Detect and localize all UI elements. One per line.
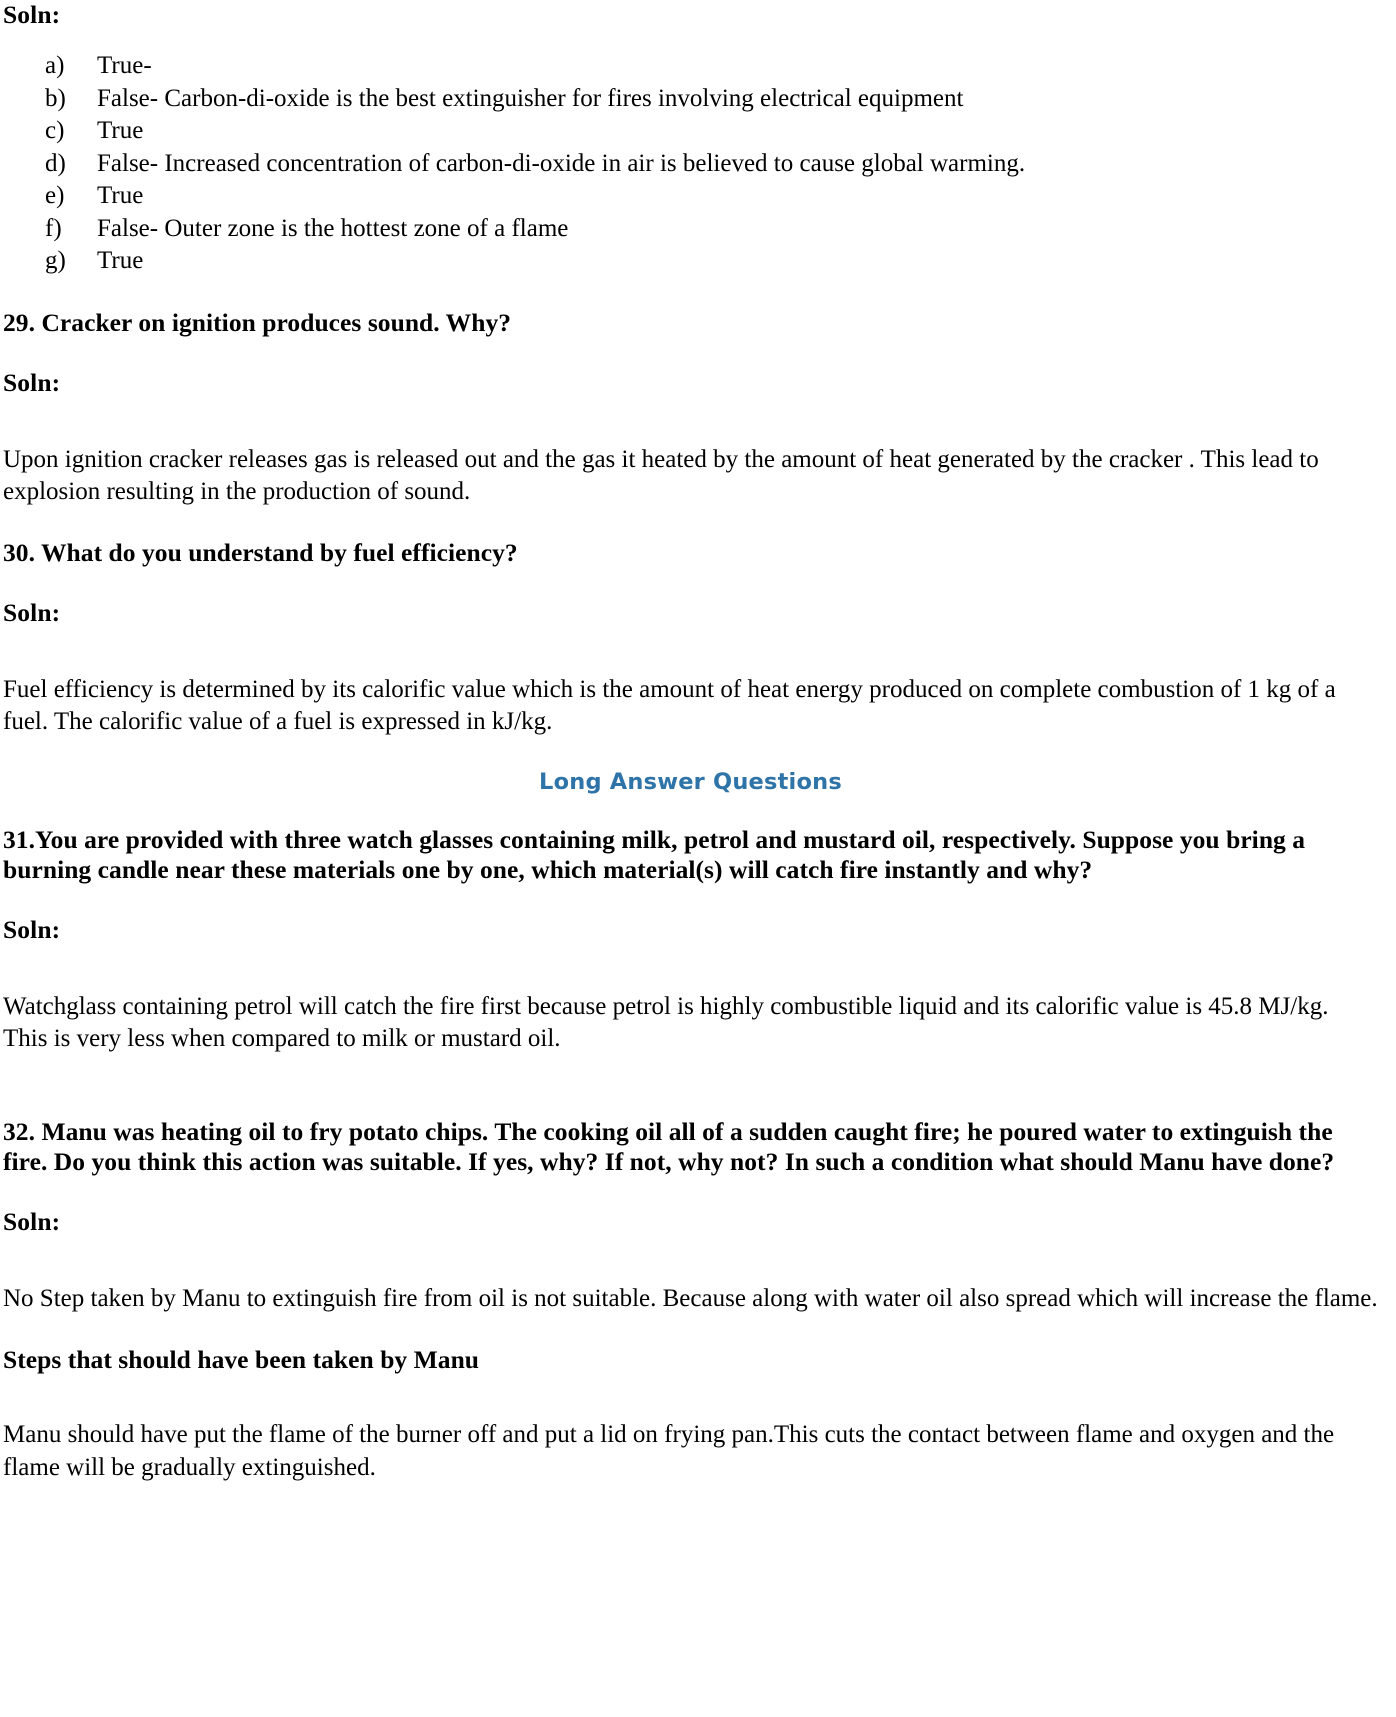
question-heading-29: 29. Cracker on ignition produces sound. Why?: [3, 307, 512, 337]
list-item-marker: g): [45, 247, 66, 274]
list-item: [45, 245, 1378, 278]
list-item-marker: f): [45, 214, 62, 242]
list-item: [45, 180, 1378, 213]
section-heading-long-answer: Long Answer Questions: [539, 768, 842, 795]
answer-text-30: Fuel efficiency is determined by its calorific value which is the amount of heat energy produced on complete combustion of 1 kg of a fuel. The calorific value of a fuel is expressed in kJ/kg.: [3, 676, 1336, 736]
steps-heading-32: Steps that should have been taken by Manu: [3, 1345, 480, 1375]
list-item-label: False- Increased concentration of carbon-di-oxide in air is believed to cause global warming.: [97, 149, 1026, 177]
list-item: [45, 148, 1378, 181]
list-item-label: False- Outer zone is the hottest zone of a flame: [97, 214, 569, 242]
answer-text-32: No Step taken by Manu to extinguish fire from oil is not suitable. Because along with water oil also spread which will increase the flame.: [3, 1285, 1378, 1312]
list-item-marker: e): [45, 182, 65, 209]
soln-label-q31: Soln:: [3, 914, 61, 944]
list-item-marker: c): [45, 117, 65, 144]
list-item: [45, 213, 1378, 246]
list-item-label: True-: [97, 52, 152, 79]
list-item: [45, 50, 1378, 83]
true-false-answer-list: [3, 50, 1378, 278]
list-item-marker: b): [45, 84, 66, 112]
soln-label-q30: Soln:: [3, 598, 61, 627]
soln-label-q32: Soln:: [3, 1207, 61, 1236]
question-heading-30: 30. What do you understand by fuel efficiency?: [3, 538, 518, 567]
answer-text-29: Upon ignition cracker releases gas is released out and the gas it heated by the amount of heat generated by the cracker . This lead to explosion resulting in the production of sound.: [3, 445, 1319, 505]
soln-label-q29: Soln:: [3, 367, 61, 397]
list-item-label: True: [97, 182, 144, 209]
soln-label-q28: Soln:: [3, 0, 61, 29]
steps-answer-32: Manu should have put the flame of the burner off and put a lid on frying pan.This cuts the contact between flame and oxygen and the flame will be gradually extinguished.: [3, 1421, 1335, 1481]
list-item-label: True: [97, 117, 144, 144]
list-item: [45, 83, 1378, 116]
question-heading-32: 32. Manu was heating oil to fry potato chips. The cooking oil all of a sudden caught fire; he poured water to extinguish the fire. Do you think this action was suitable. If yes, why? If not, why not? In such a condition what should Manu have done?: [3, 1117, 1335, 1176]
list-item-label: False- Carbon-di-oxide is the best extinguisher for fires involving electrical equipment: [97, 84, 964, 112]
question-heading-31: 31.You are provided with three watch glasses containing milk, petrol and mustard oil, respectively. Suppose you bring a burning candle near these materials one by one, which material(s) will catch fire instantly and why?: [3, 824, 1306, 884]
list-item-label: True: [97, 247, 144, 274]
answer-text-31: Watchglass containing petrol will catch the fire first because petrol is highly combustible liquid and its calorific value is 45.8 MJ/kg. This is very less when compared to milk or mustard oil.: [3, 992, 1329, 1052]
list-item-marker: a): [45, 52, 65, 79]
list-item-marker: d): [45, 149, 66, 177]
list-item: [45, 115, 1378, 148]
